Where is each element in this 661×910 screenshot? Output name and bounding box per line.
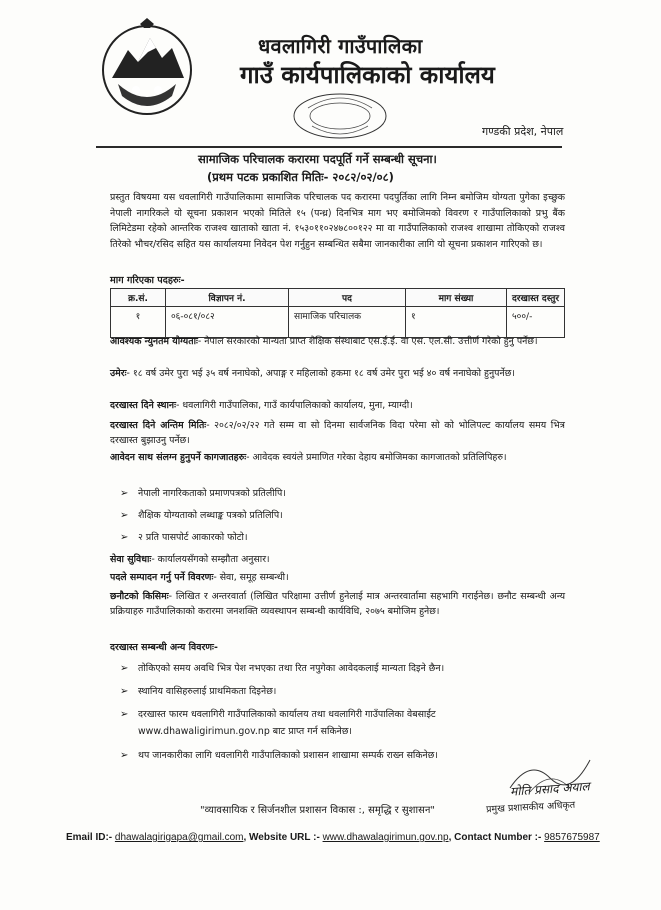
qualification-para [110,334,565,349]
age-para [110,366,565,381]
header-divider [96,146,562,148]
cell-quantity: १ [406,307,507,338]
documents-text: - आवेदक स्वयंले प्रमाणित गरेका देहाय बमोजिमका कागजातको प्रतिलिपिहरु। [246,452,507,463]
arrow-bullet-icon: ➢ [120,686,129,697]
email-link[interactable]: dhawalagirigapa@gmail.com [114,832,244,843]
contact-label: , Contact Number :- [448,832,542,843]
cell-fee: ५००/- [507,307,565,338]
list-item: ➢ स्थानिय वासिहरुलाई प्राथमिकता दिइनेछ। [120,686,277,697]
documents-para [110,450,565,465]
footer-contact [66,832,600,843]
selection-label: छनौटको किसिमः [110,591,169,602]
notice-title: सामाजिक परिचालक करारमा पदपूर्ति गर्ने सम्बन्धी सूचना। [198,152,437,166]
province-label: गण्डकी प्रदेश, नेपाल [482,125,564,138]
col-post: पद [289,289,406,307]
requirements-heading: माग गरिएका पदहरुः- [110,275,185,286]
list-item: ➢ तोकिएको समय अवधि भित्र पेश नभएका तथा रित नपुगेका आवेदकलाई मान्यता दिइने छैन। [120,663,445,674]
duty-text: - सेवा, समूह सम्बन्धी। [213,572,289,583]
arrow-bullet-icon: ➢ [120,510,129,521]
table-row [111,307,565,338]
list-item: ➢ दरखास्त फारम धवलागिरी गाउँपालिकाको कार्यालय तथा धवलागिरी गाउँपालिका वेबसाईट [120,709,436,720]
place-text: - धवलागिरी गाउँपालिका, गाउँ कार्यपालिकाको कार्यालय, मुना, म्याग्दी। [176,400,413,411]
arrow-bullet-icon: ➢ [120,532,129,543]
list-item: ➢ शैक्षिक योग्यताको लब्धाङ्क पत्रको प्रतिलिपि। [120,510,283,521]
notice-intro: प्रस्तुत विषयमा यस धवलागिरी गाउँपालिकामा सामाजिक परिचालक पद करारमा पदपुर्तिका लागि निम्न बमोजिम योग्यता पुगेका इच्छुक नेपाली नागरिकले यो सूचना प्रकाशन भएको मितिले १५ (पन्ध्र) दिनभित्र माग भए बमोजिमको विवरण र गाउँपालिकाको प्रभु बैंक लिमिटेडमा रहेको आन्तरिक राजश्व खाताको खाता नं. १५३०११०२४७८००१२२ मा वा गाउँपालिकाको राजश्व शाखामा तोकिएको राजश्व तिरेको भौचर/रसिद सहित यस कार्यालयमा निवेदन पेश गर्नुहुन सम्बन्धित सबैमा जानकारीका लागि यो सूचना प्रकाशन गारिएको छ। [110,192,565,250]
cell-sn: १ [111,307,166,338]
deadline-label: दरखास्त दिने अन्तिम मितिः [110,420,207,431]
list-item: ➢ थप जानकारीका लागि धवलागिरी गाउँपालिकाको प्रशासन शाखामा सम्पर्क राख्न सकिनेछ। [120,750,438,761]
office-round-stamp-icon [288,88,392,144]
documents-label: आवेदन साथ संलग्न हुनुपर्ने कागजातहरुः [110,452,247,463]
signatory-name: मोति प्रसाद अयाल [509,779,591,799]
col-advertisement-no: विज्ञापन नं. [166,289,289,307]
email-label: Email ID:- [66,832,113,843]
table-header-row [111,289,565,307]
website-link[interactable]: www.dhawaligirimun.gov.np [138,726,270,737]
list-item: ➢ नेपाली नागरिकताको प्रमाणपत्रको प्रतिलीपि। [120,488,286,499]
footer-website-link[interactable]: www.dhawalagirimun.gov.np [322,832,449,843]
selection-para [110,589,565,619]
deadline-para [110,418,565,448]
list-item: ➢ २ प्रति पासपोर्ट आकारको फोटो। [120,532,248,543]
office-title-line2: गाउँ कार्यपालिकाको कार्यालय [240,61,495,89]
facility-para [110,552,565,567]
arrow-bullet-icon: ➢ [120,750,129,761]
cell-post: सामाजिक परिचालक [289,307,406,338]
selection-text: - लिखित र अन्तरवार्ता (लिखित परिक्षामा उत्तीर्ण हुनेलाई मात्र अन्तरवार्तामा सहभागि गराईनेछ। छनौट सम्बन्धी अन्य प्रक्रियाहरु गाउँपालिकाको करारमा जनशक्ति व्यवस्थापन सम्बन्धी कार्यविधि, २०७५ बमोजिम हुनेछ। [110,591,566,617]
signatory-designation: प्रमुख प्रशासकीय अधिकृत [485,799,576,816]
arrow-bullet-icon: ➢ [120,488,129,499]
col-sn: क्र.सं. [111,289,166,307]
other-heading: दरखास्त सम्बन्धी अन्य विवरणः- [110,642,218,653]
qualification-text: - नेपाल सरकारको मान्यता प्राप्त शैक्षिक संस्थाबाट एस.ई.ई. वा एस. एल.सी. उत्तीर्ण गरेको हुनु पर्नेछ। [197,336,538,347]
col-fee: दरखास्त दस्तुर [507,289,565,307]
age-text: - १८ वर्ष उमेर पुरा भई ३५ वर्ष ननाघेको, अपाङ्ग र महिलाको हकमा १८ वर्ष उमेर पुरा भई ४० वर्ष ननाघेको हुनुपर्नेछ। [126,368,515,379]
deadline-text: - २०८२/०२/२२ गते सम्म वा सो दिनमा सार्वजनिक विदा परेमा सो को भोलिपल्ट कार्यालय समय भित्र दरखास्त बुझाउनु पर्नेछ। [110,420,565,446]
facility-text: - कार्यालयसँगको सम्झौता अनुसार। [151,554,270,565]
col-quantity: माग संख्या [406,289,507,307]
vacancy-table [110,288,565,338]
nepal-government-emblem-icon [98,18,196,118]
duty-label: पदले सम्पादन गर्नु पर्ने विवरणः [110,572,214,583]
arrow-bullet-icon: ➢ [120,663,129,674]
qualification-label: आवश्यक न्युनतम योग्यताः [110,336,198,347]
facility-label: सेवा सुविधाः [110,554,152,565]
duty-para [110,570,565,585]
contact-number[interactable]: 9857675987 [544,832,600,843]
arrow-bullet-icon: ➢ [120,709,129,720]
age-label: उमेरः [110,368,127,379]
website-line: www.dhawaligirimun.gov.np बाट प्राप्त गर्न सकिनेछ। [138,726,352,737]
place-para [110,398,565,413]
office-title-line1: धवलागिरी गाउँपालिका [258,34,423,58]
motto: "व्यावसायिक र सिर्जनशील प्रशासन विकास :, समृद्धि र सुशासन" [200,805,435,816]
place-label: दरखास्त दिने स्थानः [110,400,177,411]
cell-advertisement-no: ०६-०८१/०८२ [166,307,289,338]
website-label: , Website URL :- [243,832,320,843]
notice-subtitle: (प्रथम पटक प्रकाशित मितिः- २०८२/०२/०८) [207,170,394,184]
